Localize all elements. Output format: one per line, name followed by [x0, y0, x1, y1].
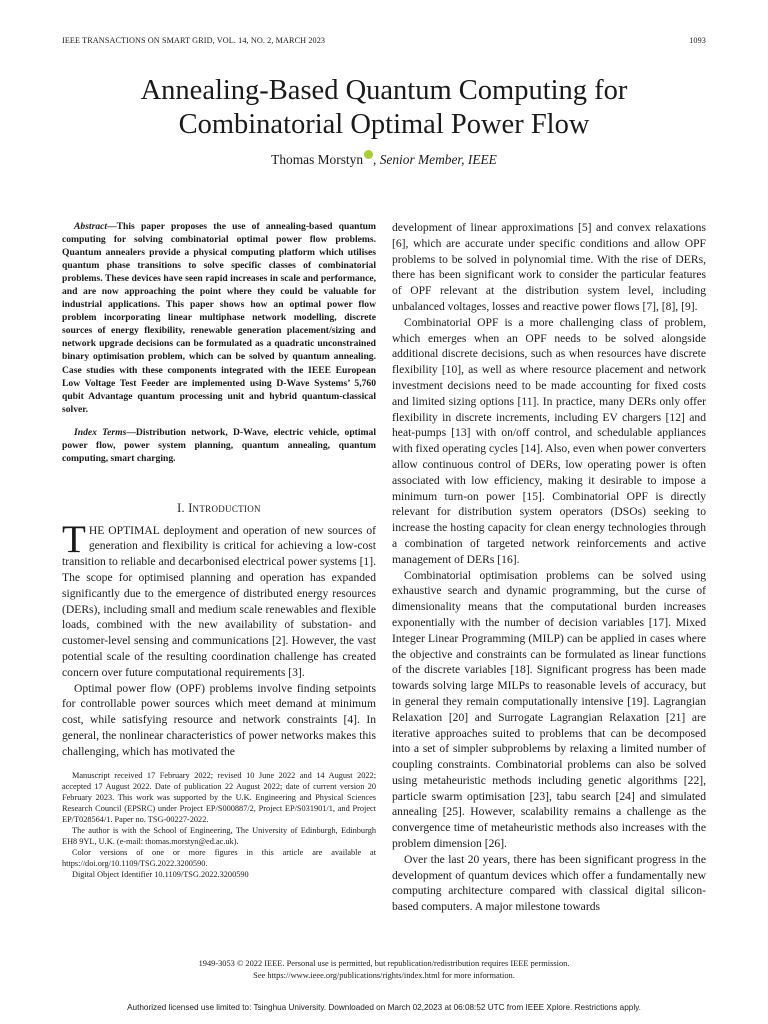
- intro-paragraph-1: [62, 517, 376, 681]
- index-terms-text: Distribution network, D-Wave, electric vehicle, optimal power flow, power system planning, quantum annealing, quantum computing, smart charging.: [62, 426, 376, 464]
- section-numeral: I.: [177, 500, 185, 515]
- abstract-label: Abstract: [74, 221, 108, 232]
- intro-paragraph-1-text: deployment and operation of new sources of generation and flexibility is critical for achieving a low-cost transition to reliable and decarbonised electrical power systems [1]. The scope for optimised planning and operation has expanded significantly due to the emergence of distributed energy resources (DERs), including small and medium scale renewables and flexible loads, combined with the new availability of substation- and customer-level sensing and communications [2]. However, the vast potential scale of the resulting coordination challenge has created concern over future computational requirements [3].: [62, 523, 376, 679]
- right-paragraph-1: development of linear approximations [5] and convex relaxations [6], which are accurate under specific conditions and allow OPF problems to be solved in polynomial time. With the rise of DERs, there has been significant work to consider the particular features of OPF relevant at the distribution system level, including unbalanced voltages, losses and reactive power flows [7], [8], [9].: [392, 221, 706, 313]
- author-role: Senior Member, IEEE: [379, 152, 497, 167]
- drop-cap: T: [62, 517, 86, 561]
- authorized-use-notice: Authorized licensed use limited to: Tsinghua University. Downloaded on March 02,2023 at 06:08:52 UTC from IEEE Xplore. Restrictions apply.: [127, 1003, 641, 1012]
- orcid-icon[interactable]: [364, 150, 373, 159]
- right-paragraph-4: Over the last 20 years, there has been significant progress in the development of quantum devices which offer a fundamentally new computing architecture compared with classical digital silicon-based computers. A major milestone towards: [392, 852, 706, 914]
- index-terms: Index Terms—Distribution network, D-Wave, electric vehicle, optimal power flow, power system planning, quantum annealing, quantum computing, smart charging.: [62, 426, 376, 464]
- author-name: Thomas Morstyn: [271, 152, 364, 167]
- footnote-affiliation: The author is with the School of Engineering, The University of Edinburgh, Edinburgh EH8 9YL, U.K. (e-mail: thomas.morstyn@ed.ac.uk).: [62, 826, 376, 847]
- copyright-notice: [62, 958, 706, 981]
- right-paragraph-2: Combinatorial OPF is a more challenging class of problem, which emerges when an OPF needs to be solved alongside additional discrete decisions, such as when resources have discrete flexibility [10], as well as where resource placement and network investment decisions need to be made accounting for fixed costs and limited sizing options [11]. In practice, many DERs only offer flexibility in discrete increments, including EV chargers [12] and heat-pumps [13] with on/off control, and schedulable appliances with fixed operating cycles [14]. Also, even when power converters allow continuous control of DERs, low operating power is often associated with low efficiency, making it desirable to impose a minimum turn-on power [15]. Combinatorial OPF is directly relevant for distribution system operators (DSOs) seeking to increase the hosting capacity for clean energy technologies through a combination of targeted network reinforcements and active management of DERs [16].: [392, 315, 706, 566]
- footnote-manuscript: Manuscript received 17 February 2022; revised 10 June 2022 and 14 August 2022; accepted 17 August 2022. Date of publication 22 August 2022; date of current version 20 February 2023. This work was supported by the U.K. Engineering and Physical Sciences Research Council (EPSRC) under Project EP/S000887/2, Project EP/S031901/1, and Project EP/T028564/1. Paper no. TSG-00227-2022.: [62, 770, 376, 824]
- paper-title: [62, 74, 706, 142]
- index-terms-label: Index Terms: [74, 426, 127, 438]
- footnote-color-versions: Color versions of one or more figures in this article are available at https://doi.org/10.1109/TSG.2022.3200590.: [62, 848, 376, 869]
- journal-name: IEEE TRANSACTIONS ON SMART GRID, VOL. 14, NO. 2, MARCH 2023: [62, 36, 326, 45]
- right-column: [392, 220, 706, 915]
- lead-in-caps: HE OPTIMAL: [88, 523, 160, 537]
- section-heading-introduction: [62, 501, 376, 517]
- intro-paragraph-2: Optimal power flow (OPF) problems involve finding setpoints for controllable power sources which meet demand at minimum cost, while satisfying resource and network constraints [4]. In general, the nonlinear characteristics of power networks makes this challenging, which has motivated the: [62, 681, 376, 758]
- copyright-line-1: 1949-3053 © 2022 IEEE. Personal use is permitted, but republication/redistribution requires IEEE permission.: [198, 959, 570, 968]
- right-paragraph-3: Combinatorial optimisation problems can be solved using exhaustive search and dynamic programming, but the curse of dimensionality means that the computational burden increases exponentially with the number of decision variables [17]. Mixed Integer Linear Programming (MILP) can be applied in cases where the objective and constraints can be formulated as linear functions of the discrete variables [18]. Significant progress has been made towards solving large MILPs to reasonable levels of accuracy, but in general they remain computationally intensive [19]. Lagrangian Relaxation [20] and Surrogate Lagrangian Relaxation [21] are iterative approaches suited to problems that can be decomposed into a set of simpler subproblems by relaxing a limited number of coupling constraints. Combinatorial problems can also be solved using metaheuristic methods including genetic algorithms [22], particle swarm optimisation [23], tabu search [24] and simulated annealing [25]. However, scalability remains a challenge as the convergence time of metaheuristic methods also increases with the problem dimension [26].: [392, 568, 706, 851]
- abstract-text: This paper proposes the use of annealing-based quantum computing for solving combinatorial optimal power flow problems. Quantum annealers provide a physical computing platform which utilises quantum phase transitions to solve specific classes of combinatorial problems. These devices have seen rapid increases in scale and performance, and are now approaching the point where they could be valuable for industrial applications. This paper shows how an optimal power flow problem incorporating linear multiphase network modelling, discrete sources of energy flexibility, renewable generation placement/sizing and network upgrade decisions can be formulated as a quadratic unconstrained binary optimisation problem, which can be solved by quantum annealing. Case studies with these components integrated with the IEEE European Low Voltage Test Feeder are implemented using D-Wave Systems’ 5,760 qubit Advantage quantum processing unit and hybrid quantum-classical solver.: [62, 221, 376, 415]
- footnote-doi: Digital Object Identifier 10.1109/TSG.2022.3200590: [72, 870, 249, 880]
- running-head: [62, 36, 706, 45]
- copyright-line-2: See https://www.ieee.org/publications/rights/index.html for more information.: [253, 970, 515, 980]
- abstract: Abstract—This paper proposes the use of annealing-based quantum computing for solving combinatorial optimal power flow problems. Quantum annealers provide a physical computing platform which utilises quantum phase transitions to solve specific classes of combinatorial problems. These devices have seen rapid increases in scale and performance, and are now approaching the point where they could be valuable for industrial applications. This paper shows how an optimal power flow problem incorporating linear multiphase network modelling, discrete sources of energy flexibility, renewable generation placement/sizing and network upgrade decisions can be formulated as a quadratic unconstrained binary optimisation problem, which can be solved by quantum annealing. Case studies with these components integrated with the IEEE European Low Voltage Test Feeder are implemented using D-Wave Systems’ 5,760 qubit Advantage quantum processing unit and hybrid quantum-classical solver.: [62, 221, 376, 415]
- page-number: 1093: [689, 36, 706, 45]
- section-title: Introduction: [188, 500, 261, 515]
- title-line-1: Annealing-Based Quantum Computing for: [140, 75, 628, 106]
- left-column: [62, 220, 376, 881]
- author-line: Thomas Morstyn , Senior Member, IEEE: [271, 152, 497, 167]
- title-line-2: Combinatorial Optimal Power Flow: [178, 109, 590, 140]
